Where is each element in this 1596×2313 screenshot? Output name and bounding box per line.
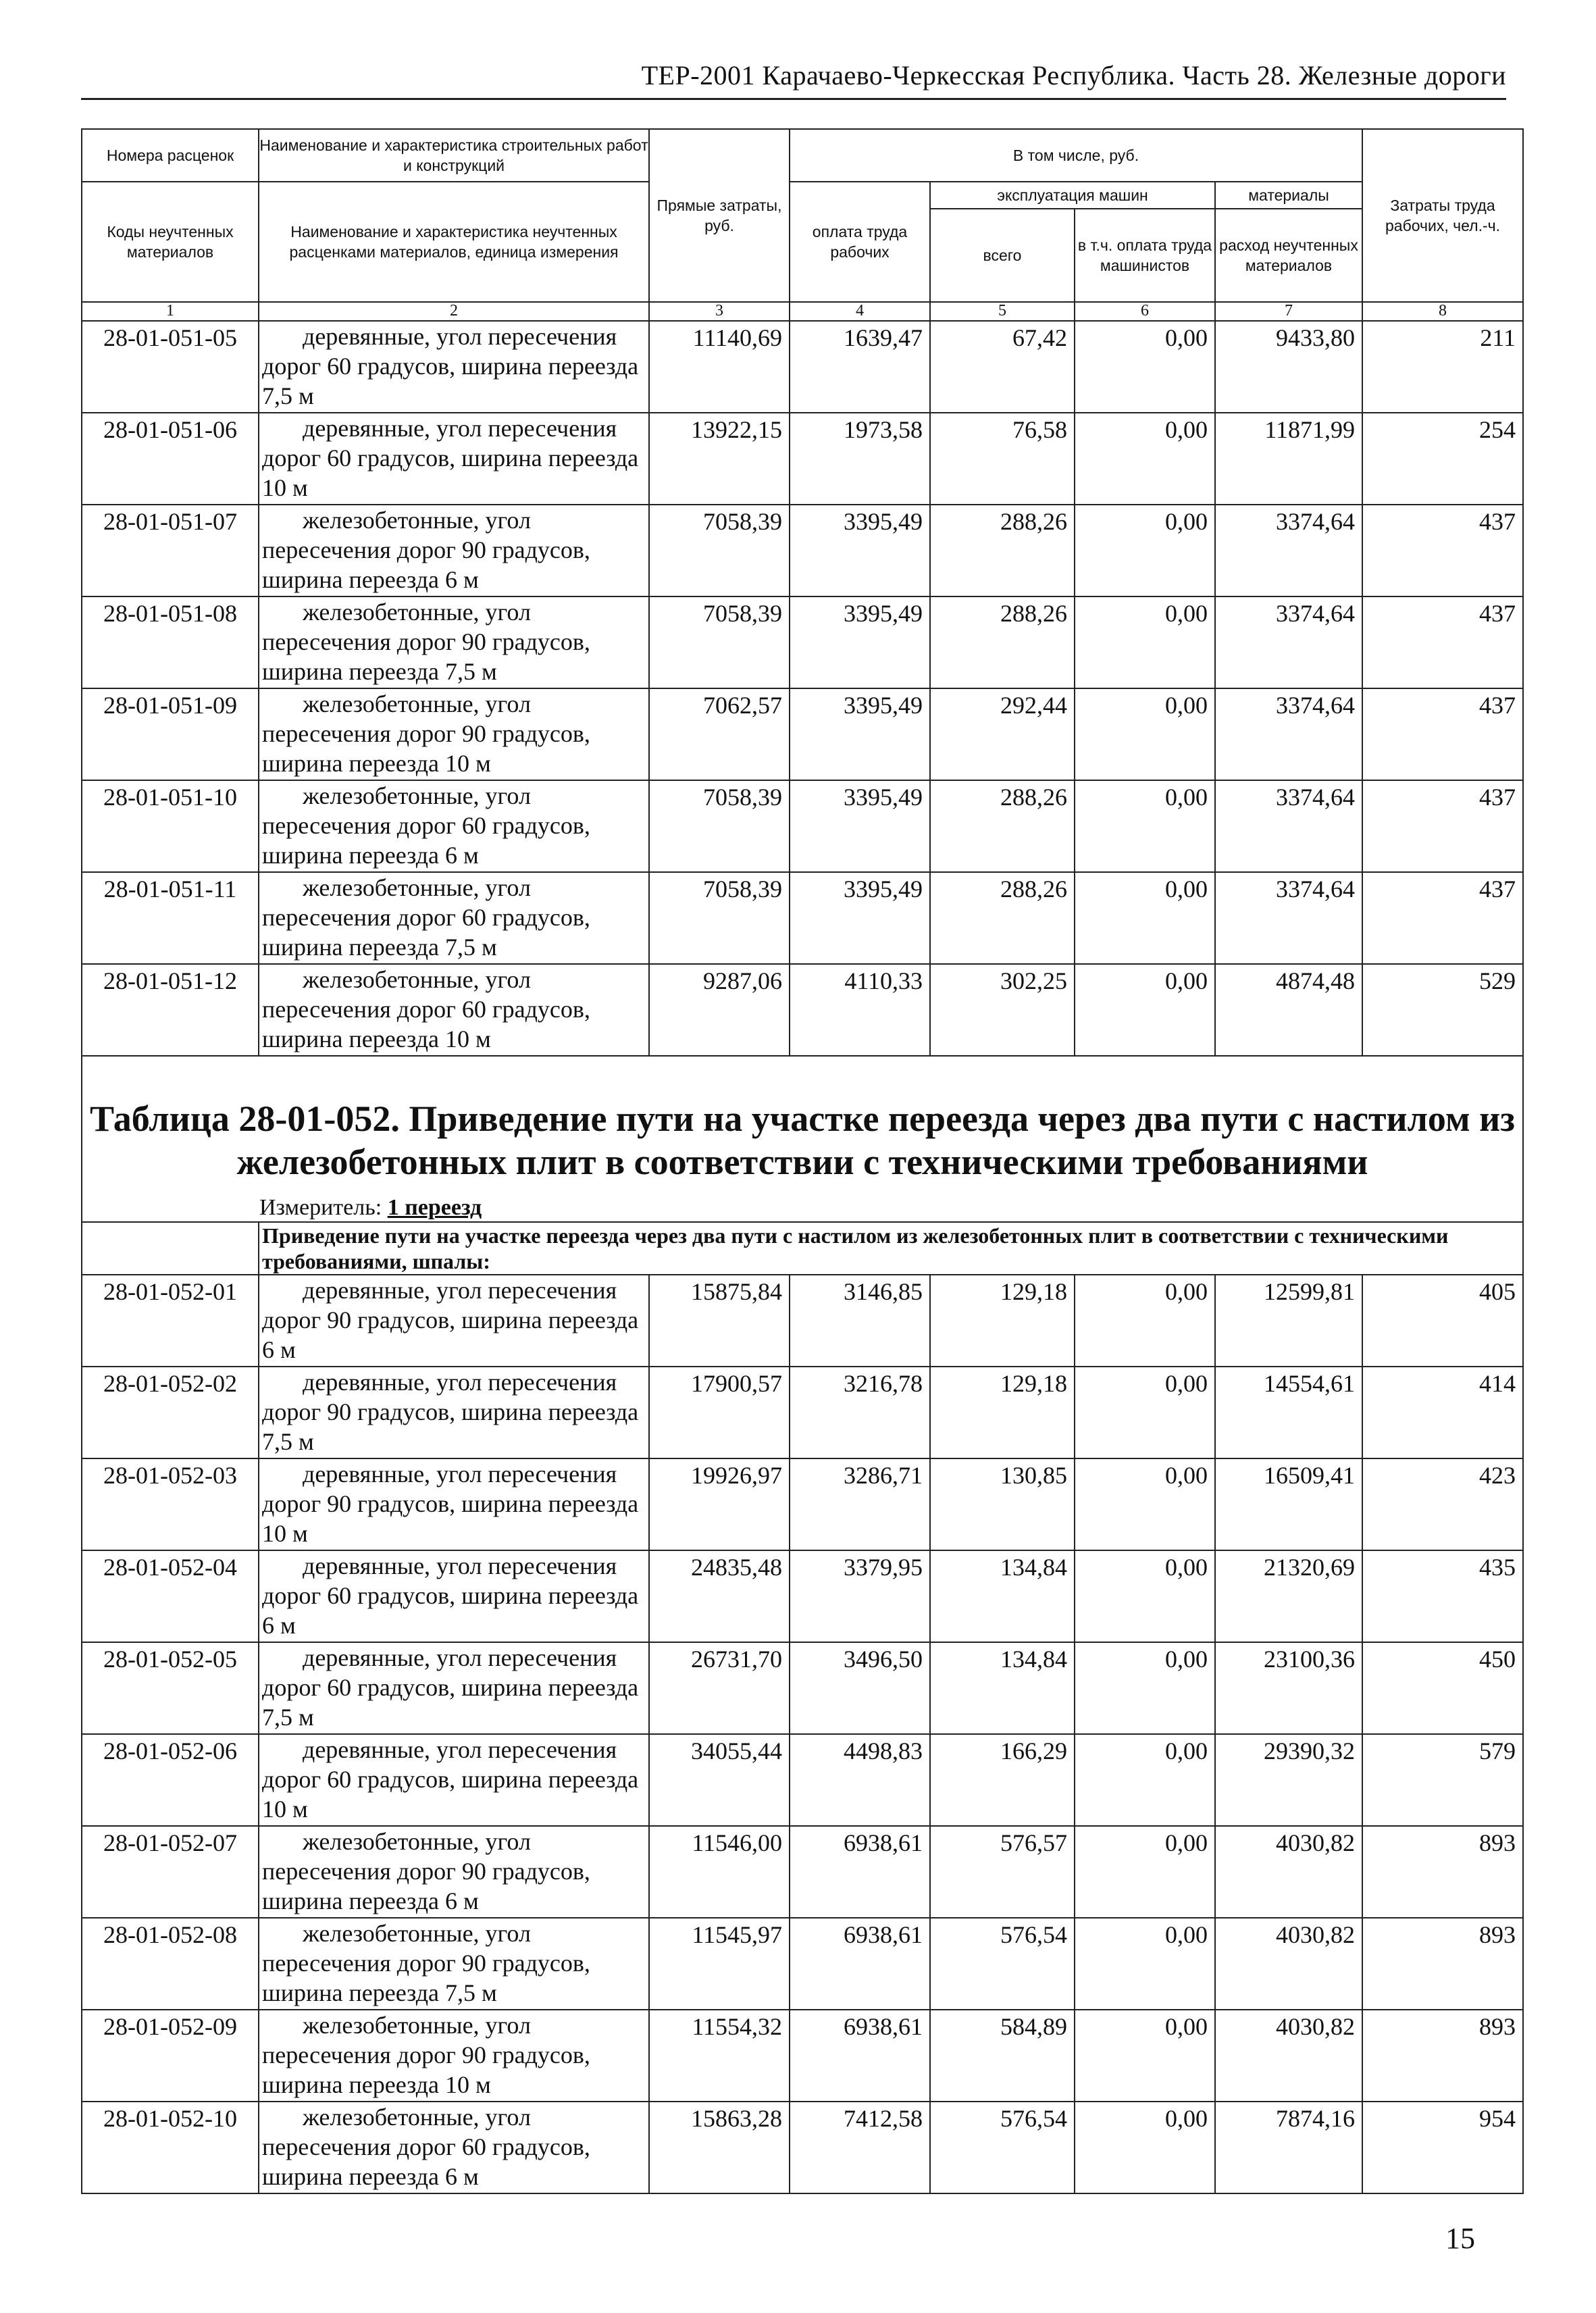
subtitle-row — [82, 1222, 1523, 1275]
materials-use-cell: 3374,64 — [1215, 505, 1362, 596]
rate-code-cell: 28-01-052-02 — [82, 1367, 259, 1458]
rate-name: железобетонные, угол пересечения дорог 90 градусов, ширина переезда 6 м — [262, 1828, 590, 1914]
table-row — [82, 872, 1523, 964]
rate-name: деревянные, угол пересечения дорог 90 градусов, ширина переезда 6 м — [262, 1277, 639, 1363]
direct-costs-cell: 7058,39 — [649, 505, 790, 596]
materials-use-cell: 4874,48 — [1215, 964, 1362, 1056]
rate-name: железобетонные, угол пересечения дорог 90 градусов, ширина переезда 10 м — [262, 2012, 590, 2098]
labor-pay-cell: 4498,83 — [790, 1734, 930, 1826]
labor-costs-cell: 435 — [1362, 1550, 1523, 1642]
rate-name: деревянные, угол пересечения дорог 60 градусов, ширина переезда 10 м — [262, 415, 639, 501]
rate-code-cell: 28-01-052-05 — [82, 1642, 259, 1734]
rate-code-cell: 28-01-051-08 — [82, 596, 259, 688]
rate-name: железобетонные, угол пересечения дорог 90 градусов, ширина переезда 6 м — [262, 507, 590, 593]
rate-name-cell — [259, 1550, 649, 1642]
page-number: 15 — [1445, 2222, 1475, 2255]
labor-costs-cell: 437 — [1362, 780, 1523, 872]
rate-name-cell — [259, 1734, 649, 1826]
machines-total-cell: 288,26 — [930, 505, 1075, 596]
table-row — [82, 1367, 1523, 1458]
measure-value: 1 переезд — [387, 1195, 482, 1220]
empty-cell — [82, 1222, 259, 1275]
section-subtitle: Приведение пути на участке переезда через два пути с настилом из железобетонных плит в соответствии с техническими требованиями, шпалы: — [259, 1222, 1523, 1275]
labor-costs-cell: 254 — [1362, 413, 1523, 505]
rate-code-cell: 28-01-052-06 — [82, 1734, 259, 1826]
labor-costs-cell: 414 — [1362, 1367, 1523, 1458]
direct-costs-cell: 34055,44 — [649, 1734, 790, 1826]
materials-use-cell: 14554,61 — [1215, 1367, 1362, 1458]
machinist-pay-cell: 0,00 — [1075, 1642, 1215, 1734]
machinist-pay-cell: 0,00 — [1075, 413, 1215, 505]
column-number: 4 — [790, 302, 930, 321]
column-number: 7 — [1215, 302, 1362, 321]
rate-name-cell — [259, 1918, 649, 2010]
labor-pay-cell: 3379,95 — [790, 1550, 930, 1642]
labor-pay-cell: 1639,47 — [790, 321, 930, 413]
table-row — [82, 780, 1523, 872]
col-head-materials-use: расход неучтенных материалов — [1215, 209, 1362, 302]
rate-name-cell — [259, 872, 649, 964]
col-head-rate-numbers: Номера расценок — [82, 129, 259, 182]
labor-costs-cell: 893 — [1362, 1826, 1523, 1918]
machinist-pay-cell: 0,00 — [1075, 1734, 1215, 1826]
labor-pay-cell: 3395,49 — [790, 780, 930, 872]
machinist-pay-cell: 0,00 — [1075, 2010, 1215, 2102]
machinist-pay-cell: 0,00 — [1075, 321, 1215, 413]
table-row — [82, 1826, 1523, 1918]
rate-code-cell: 28-01-052-08 — [82, 1918, 259, 2010]
direct-costs-cell: 7058,39 — [649, 872, 790, 964]
direct-costs-cell: 11545,97 — [649, 1918, 790, 2010]
rate-name-cell — [259, 964, 649, 1056]
rate-name: железобетонные, угол пересечения дорог 60 градусов, ширина переезда 10 м — [262, 966, 590, 1052]
rate-name: деревянные, угол пересечения дорог 60 градусов, ширина переезда 7,5 м — [262, 1644, 639, 1731]
col-head-material-names: Наименование и характеристика неучтенных расценками материалов, единица измерения — [259, 182, 649, 302]
machinist-pay-cell: 0,00 — [1075, 2102, 1215, 2193]
table-row — [82, 1458, 1523, 1550]
col-head-machinist-pay: в т.ч. оплата труда машинистов — [1075, 209, 1215, 302]
machines-total-cell: 166,29 — [930, 1734, 1075, 1826]
rate-code-cell: 28-01-051-05 — [82, 321, 259, 413]
materials-use-cell: 3374,64 — [1215, 688, 1362, 780]
materials-use-cell: 16509,41 — [1215, 1458, 1362, 1550]
labor-costs-cell: 529 — [1362, 964, 1523, 1056]
machinist-pay-cell: 0,00 — [1075, 1367, 1215, 1458]
table-row — [82, 505, 1523, 596]
materials-use-cell: 7874,16 — [1215, 2102, 1362, 2193]
materials-use-cell: 29390,32 — [1215, 1734, 1362, 1826]
table-row — [82, 964, 1523, 1056]
col-head-machines: эксплуатация машин — [930, 182, 1215, 209]
materials-use-cell: 4030,82 — [1215, 1826, 1362, 1918]
machinist-pay-cell: 0,00 — [1075, 1550, 1215, 1642]
labor-pay-cell: 3395,49 — [790, 688, 930, 780]
machinist-pay-cell: 0,00 — [1075, 1826, 1215, 1918]
materials-use-cell: 11871,99 — [1215, 413, 1362, 505]
machinist-pay-cell: 0,00 — [1075, 872, 1215, 964]
rate-code-cell: 28-01-052-09 — [82, 2010, 259, 2102]
direct-costs-cell: 7058,39 — [649, 596, 790, 688]
labor-costs-cell: 579 — [1362, 1734, 1523, 1826]
table-row — [82, 1734, 1523, 1826]
col-head-direct-costs: Прямые затраты, руб. — [649, 129, 790, 302]
rate-name-cell — [259, 1367, 649, 1458]
direct-costs-cell: 11546,00 — [649, 1826, 790, 1918]
rate-code-cell: 28-01-051-10 — [82, 780, 259, 872]
rate-name: железобетонные, угол пересечения дорог 60 градусов, ширина переезда 6 м — [262, 782, 590, 869]
rate-name-cell — [259, 1275, 649, 1367]
materials-use-cell: 3374,64 — [1215, 596, 1362, 688]
rate-code-cell: 28-01-052-10 — [82, 2102, 259, 2193]
rate-name: деревянные, угол пересечения дорог 60 градусов, ширина переезда 7,5 м — [262, 323, 639, 409]
rate-name: деревянные, угол пересечения дорог 90 градусов, ширина переезда 7,5 м — [262, 1369, 639, 1455]
rate-code-cell: 28-01-052-01 — [82, 1275, 259, 1367]
column-number: 6 — [1075, 302, 1215, 321]
rate-code-cell: 28-01-052-03 — [82, 1458, 259, 1550]
machines-total-cell: 67,42 — [930, 321, 1075, 413]
table-row — [82, 2102, 1523, 2193]
rate-code-cell: 28-01-051-06 — [82, 413, 259, 505]
labor-pay-cell: 1973,58 — [790, 413, 930, 505]
labor-costs-cell: 423 — [1362, 1458, 1523, 1550]
labor-pay-cell: 3216,78 — [790, 1367, 930, 1458]
labor-pay-cell: 4110,33 — [790, 964, 930, 1056]
labor-pay-cell: 6938,61 — [790, 2010, 930, 2102]
table-caption-row — [82, 1097, 1523, 1184]
rate-name-cell — [259, 1458, 649, 1550]
machinist-pay-cell: 0,00 — [1075, 1275, 1215, 1367]
column-numbers-row — [82, 302, 1523, 321]
rate-name-cell — [259, 1642, 649, 1734]
machines-total-cell: 288,26 — [930, 872, 1075, 964]
machinist-pay-cell: 0,00 — [1075, 505, 1215, 596]
labor-pay-cell: 3395,49 — [790, 505, 930, 596]
col-head-labor-costs: Затраты труда рабочих, чел.-ч. — [1362, 129, 1523, 302]
direct-costs-cell: 24835,48 — [649, 1550, 790, 1642]
machinist-pay-cell: 0,00 — [1075, 1918, 1215, 2010]
rate-name: деревянные, угол пересечения дорог 60 градусов, ширина переезда 6 м — [262, 1552, 639, 1639]
materials-use-cell: 4030,82 — [1215, 1918, 1362, 2010]
running-header: ТЕР-2001 Карачаево-Черкесская Республика. Часть 28. Железные дороги — [81, 59, 1506, 100]
rate-name-cell — [259, 505, 649, 596]
rate-name: железобетонные, угол пересечения дорог 90 градусов, ширина переезда 7,5 м — [262, 1920, 590, 2006]
machines-total-cell: 576,54 — [930, 2102, 1075, 2193]
rate-name-cell — [259, 2102, 649, 2193]
rate-name-cell — [259, 321, 649, 413]
rate-name-cell — [259, 780, 649, 872]
labor-pay-cell: 3286,71 — [790, 1458, 930, 1550]
labor-pay-cell: 3496,50 — [790, 1642, 930, 1734]
labor-pay-cell: 7412,58 — [790, 2102, 930, 2193]
direct-costs-cell: 19926,97 — [649, 1458, 790, 1550]
labor-costs-cell: 437 — [1362, 505, 1523, 596]
rate-name-cell — [259, 2010, 649, 2102]
direct-costs-cell: 11554,32 — [649, 2010, 790, 2102]
rate-name: железобетонные, угол пересечения дорог 90 градусов, ширина переезда 10 м — [262, 690, 590, 777]
labor-costs-cell: 437 — [1362, 872, 1523, 964]
rate-name: железобетонные, угол пересечения дорог 90 градусов, ширина переезда 7,5 м — [262, 599, 590, 685]
rate-name: железобетонные, угол пересечения дорог 60 градусов, ширина переезда 6 м — [262, 2104, 590, 2190]
labor-pay-cell: 3395,49 — [790, 872, 930, 964]
measure-row — [82, 1184, 1523, 1222]
machines-total-cell: 576,54 — [930, 1918, 1075, 2010]
rate-name-cell — [259, 688, 649, 780]
direct-costs-cell: 15863,28 — [649, 2102, 790, 2193]
table-caption-row — [82, 1056, 1523, 1097]
table-row — [82, 1550, 1523, 1642]
machines-total-cell: 584,89 — [930, 2010, 1075, 2102]
machines-total-cell: 576,57 — [930, 1826, 1075, 1918]
machines-total-cell: 302,25 — [930, 964, 1075, 1056]
machines-total-cell: 292,44 — [930, 688, 1075, 780]
rate-name-cell — [259, 413, 649, 505]
direct-costs-cell: 15875,84 — [649, 1275, 790, 1367]
rate-name-cell — [259, 1826, 649, 1918]
column-number: 5 — [930, 302, 1075, 321]
rate-name-cell — [259, 596, 649, 688]
rate-name: железобетонные, угол пересечения дорог 60 градусов, ширина переезда 7,5 м — [262, 874, 590, 961]
machinist-pay-cell: 0,00 — [1075, 688, 1215, 780]
rate-code-cell: 28-01-052-07 — [82, 1826, 259, 1918]
table-caption: Таблица 28-01-052. Приведение пути на участке переезда через два пути с настилом из железобетонных плит в соответствии с техническими требованиями — [82, 1097, 1523, 1184]
direct-costs-cell: 7058,39 — [649, 780, 790, 872]
rate-name: деревянные, угол пересечения дорог 60 градусов, ширина переезда 10 м — [262, 1736, 639, 1823]
labor-pay-cell: 3395,49 — [790, 596, 930, 688]
direct-costs-cell: 26731,70 — [649, 1642, 790, 1734]
machines-total-cell: 134,84 — [930, 1550, 1075, 1642]
labor-costs-cell: 437 — [1362, 688, 1523, 780]
labor-pay-cell: 6938,61 — [790, 1826, 930, 1918]
machinist-pay-cell: 0,00 — [1075, 964, 1215, 1056]
machines-total-cell: 129,18 — [930, 1367, 1075, 1458]
table-row — [82, 2010, 1523, 2102]
column-number: 1 — [82, 302, 259, 321]
column-number: 8 — [1362, 302, 1523, 321]
labor-pay-cell: 3146,85 — [790, 1275, 930, 1367]
labor-costs-cell: 437 — [1362, 596, 1523, 688]
materials-use-cell: 3374,64 — [1215, 872, 1362, 964]
rate-code-cell: 28-01-051-07 — [82, 505, 259, 596]
col-head-labor-pay: оплата труда рабочих — [790, 182, 930, 302]
rate-code-cell: 28-01-051-09 — [82, 688, 259, 780]
machines-total-cell: 288,26 — [930, 596, 1075, 688]
table-row — [82, 1918, 1523, 2010]
direct-costs-cell: 11140,69 — [649, 321, 790, 413]
direct-costs-cell: 7062,57 — [649, 688, 790, 780]
col-head-materials: материалы — [1215, 182, 1362, 209]
rate-code-cell: 28-01-051-11 — [82, 872, 259, 964]
machines-total-cell: 134,84 — [930, 1642, 1075, 1734]
direct-costs-cell: 13922,15 — [649, 413, 790, 505]
machines-total-cell: 129,18 — [930, 1275, 1075, 1367]
machinist-pay-cell: 0,00 — [1075, 596, 1215, 688]
machinist-pay-cell: 0,00 — [1075, 1458, 1215, 1550]
materials-use-cell: 12599,81 — [1215, 1275, 1362, 1367]
rate-code-cell: 28-01-052-04 — [82, 1550, 259, 1642]
table-row — [82, 413, 1523, 505]
table-row — [82, 688, 1523, 780]
measure-label: Измеритель: — [259, 1195, 382, 1220]
col-head-machines-total: всего — [930, 209, 1075, 302]
spacer-cell — [82, 1056, 1523, 1097]
labor-costs-cell: 450 — [1362, 1642, 1523, 1734]
machines-total-cell: 76,58 — [930, 413, 1075, 505]
table-row — [82, 321, 1523, 413]
rate-name: деревянные, угол пересечения дорог 90 градусов, ширина переезда 10 м — [262, 1460, 639, 1547]
materials-use-cell: 23100,36 — [1215, 1642, 1362, 1734]
measure-cell — [82, 1184, 1523, 1222]
rate-code-cell: 28-01-051-12 — [82, 964, 259, 1056]
table-row — [82, 1642, 1523, 1734]
table-row — [82, 1275, 1523, 1367]
direct-costs-cell: 9287,06 — [649, 964, 790, 1056]
rates-table — [81, 128, 1524, 2194]
table-row — [82, 596, 1523, 688]
materials-use-cell: 9433,80 — [1215, 321, 1362, 413]
labor-costs-cell: 405 — [1362, 1275, 1523, 1367]
materials-use-cell: 3374,64 — [1215, 780, 1362, 872]
labor-costs-cell: 954 — [1362, 2102, 1523, 2193]
column-number: 3 — [649, 302, 790, 321]
machines-total-cell: 288,26 — [930, 780, 1075, 872]
machinist-pay-cell: 0,00 — [1075, 780, 1215, 872]
col-head-work-name: Наименование и характеристика строительных работ и конструкций — [259, 129, 649, 182]
column-number: 2 — [259, 302, 649, 321]
col-head-including: В том числе, руб. — [790, 129, 1362, 182]
direct-costs-cell: 17900,57 — [649, 1367, 790, 1458]
labor-pay-cell: 6938,61 — [790, 1918, 930, 2010]
labor-costs-cell: 893 — [1362, 1918, 1523, 2010]
labor-costs-cell: 211 — [1362, 321, 1523, 413]
labor-costs-cell: 893 — [1362, 2010, 1523, 2102]
col-head-material-codes: Коды неучтенных материалов — [82, 182, 259, 302]
machines-total-cell: 130,85 — [930, 1458, 1075, 1550]
materials-use-cell: 4030,82 — [1215, 2010, 1362, 2102]
materials-use-cell: 21320,69 — [1215, 1550, 1362, 1642]
